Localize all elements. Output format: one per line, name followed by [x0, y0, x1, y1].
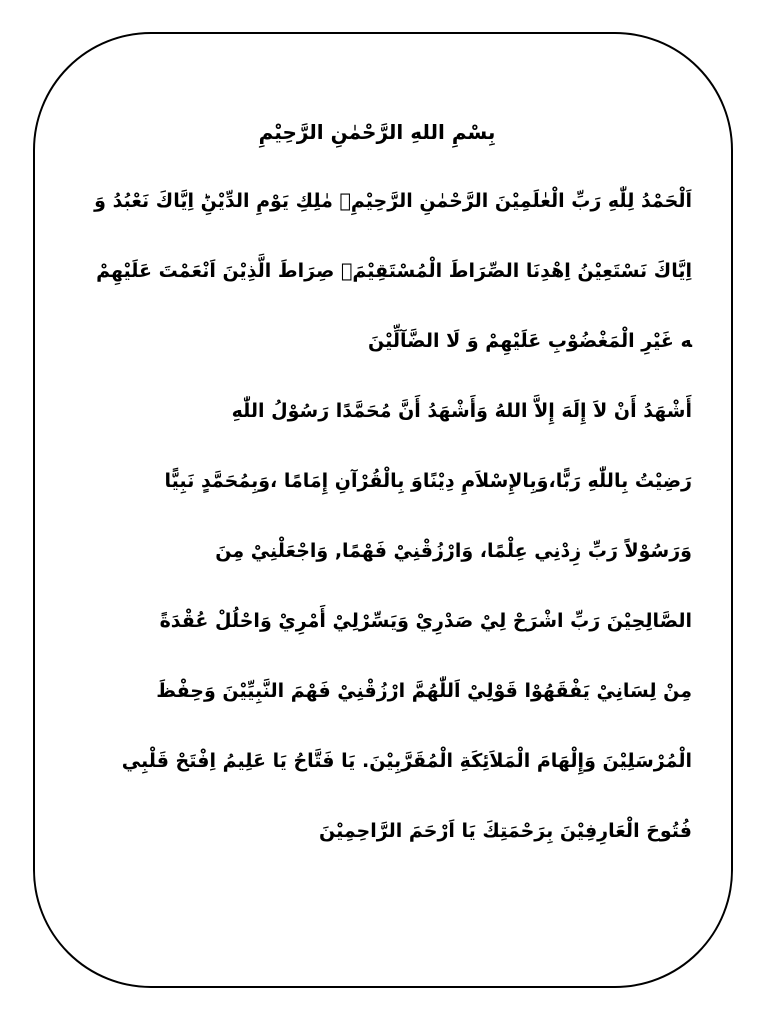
text-line-8: مِنْ لِسَانِيْ يَفْقَهُوْا قَوْلِيْ اَللّٰهُمَّ ارْزُقْنِيْ فَهْمَ النَّبِيِّيْنَ وَحِفْظَ [156, 680, 692, 702]
text-line-2: اِيَّاكَ نَسْتَعِيْنُ اِهْدِنَا الصِّرَاطَ الْمُسْتَقِيْمَۙ صِرَاطَ الَّذِيْنَ اَنْعَمْتَ عَلَيْهِمْ [96, 260, 692, 282]
text-line-7: الصَّالِحِيْنَ رَبِّ اشْرَحْ لِيْ صَدْرِيْ وَيَسِّرْلِيْ أَمْرِيْ وَاحْلُلْ عُقْدَةً [159, 610, 692, 632]
text-line-4: أَشْهَدُ أَنْ لاَ إِلَهَ إِلاَّ اللهُ وَأَشْهَدُ أَنَّ مُحَمَّدًا رَسُوْلُ اللّٰهِ [231, 400, 692, 422]
text-line-5: رَضِيْتُ بِاللّٰهِ رَبًّا،وَبِالإِسْلاَمِ دِيْنًاوَ بِالْقُرْآنِ إِمَامًا ،وَبِمُحَمَّدٍ نَبِيًّا [164, 470, 692, 492]
text-line-6: وَرَسُوْلاً رَبِّ زِدْنِي عِلْمًا، وَارْزُقْنِيْ فَهْمًا, وَاجْعَلْنِيْ مِنَ [215, 540, 692, 562]
text-line-1: اَلْحَمْدُ لِلّٰهِ رَبِّ الْعٰلَمِيْنَ الرَّحْمٰنِ الرَّحِيْمِۙ مٰلِكِ يَوْمِ الدِّيْنِؕ اِيَّاكَ نَعْبُدُ وَ [94, 190, 692, 212]
text-line-3: ﻪ غَيْرِ الْمَغْضُوْبِ عَلَيْهِمْ وَ لَا الضَّآلِّيْنَ [368, 330, 692, 352]
text-line-9: الْمُرْسَلِيْنَ وَإِلْهَامَ الْمَلاَئِكَةِ الْمُقَرَّبِيْنَ. يَا فَتَّاحُ يَا عَلِيمُ اِفْتَحْ قَلْبِي [121, 750, 692, 772]
basmala-heading: بِسْمِ اللهِ الرَّحْمٰنِ الرَّحِيْمِ [258, 120, 496, 144]
prayer-text-block [62, 104, 692, 866]
text-line-10: فُتُوحَ الْعَارِفِيْنَ بِرَحْمَتِكَ يَا اَرْحَمَ الرَّاحِمِيْنَ [318, 820, 692, 842]
